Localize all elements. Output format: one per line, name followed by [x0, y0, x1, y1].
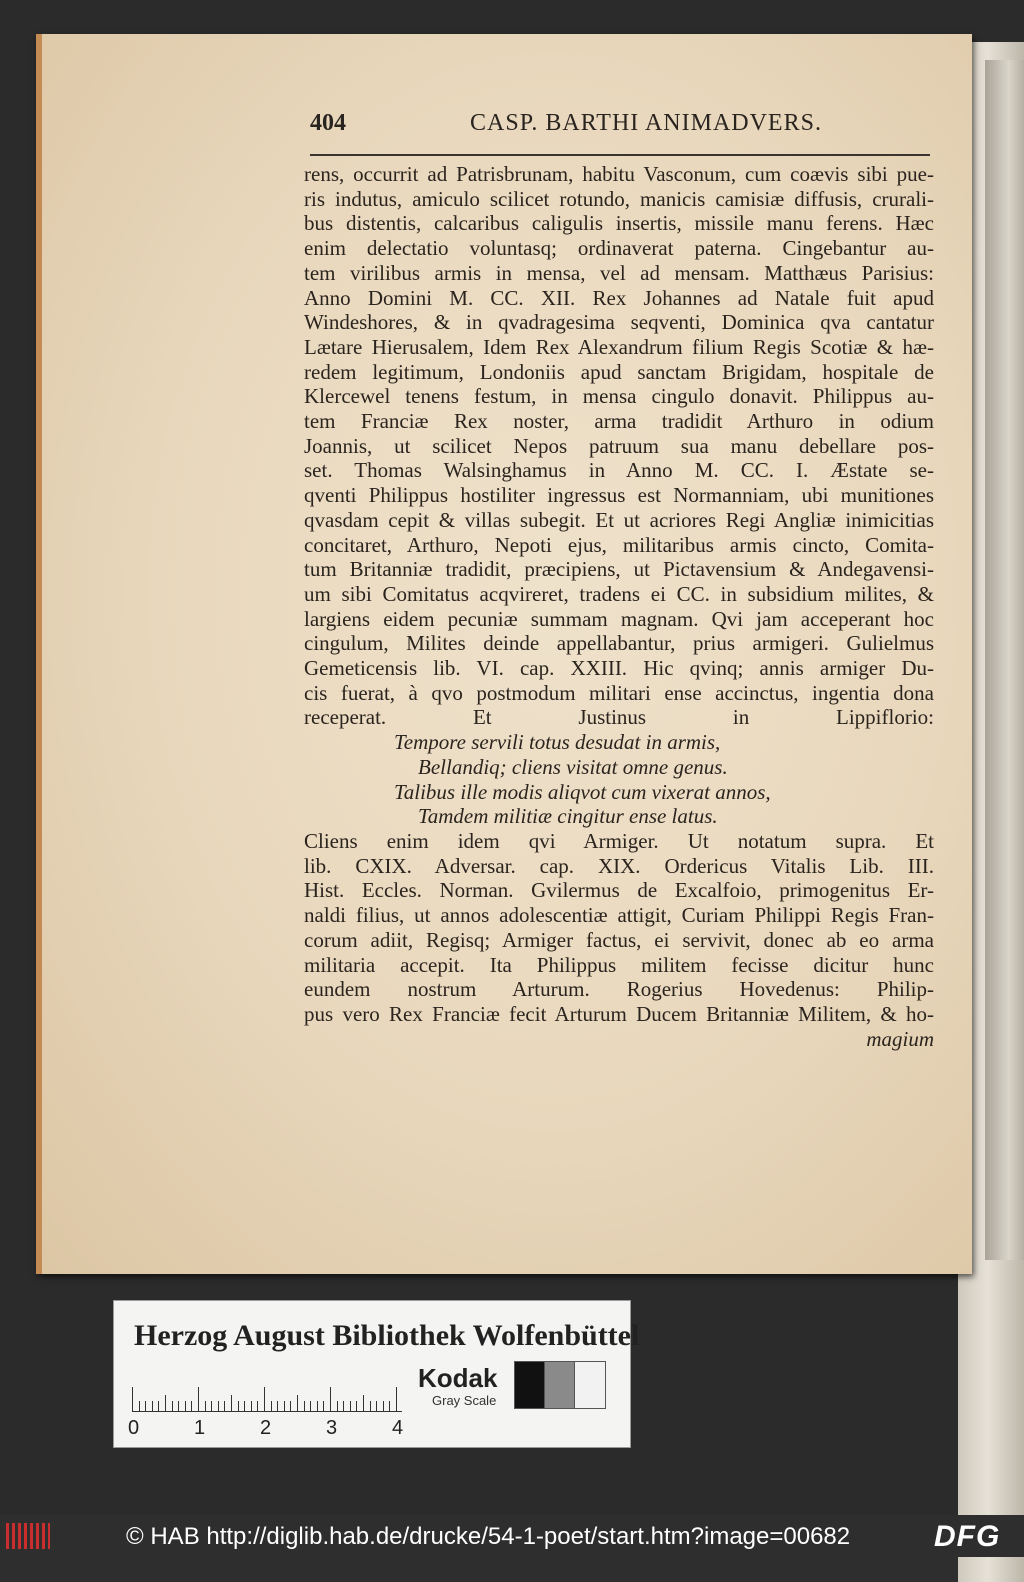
text-line: concitaret, Arthuro, Nepoti ejus, militaribus armis cincto, Comita-	[304, 532, 934, 557]
ruler-tick	[158, 1401, 159, 1411]
text-line: Klercewel tenens festum, in mensa cingulo donavit. Philippus au-	[304, 384, 934, 409]
text-line: enim delectatio voluntasq; ordinaverat paterna. Cingebantur au-	[304, 236, 934, 261]
text-line: lib. CXIX. Adversar. cap. XIX. Ordericus Vitalis Lib. III.	[304, 853, 934, 878]
ruler-tick	[238, 1401, 239, 1411]
ruler-tick	[389, 1401, 390, 1411]
ruler-tick	[178, 1401, 179, 1411]
gray-swatch	[574, 1361, 606, 1409]
text-line: corum adiit, Regisq; Armiger factus, ei servivit, donec ab eo arma	[304, 927, 934, 952]
text-line: Lætare Hierusalem, Idem Rex Alexandrum filium Regis Scotiæ & hæ-	[304, 334, 934, 359]
ruler-tick	[271, 1401, 272, 1411]
kodak-logo: Kodak	[418, 1363, 498, 1393]
ruler-number: 1	[194, 1417, 206, 1439]
ruler-number: 3	[326, 1417, 338, 1439]
body-text	[304, 162, 934, 1051]
text-line: tem Franciæ Rex noster, arma tradidit Arthuro in odium	[304, 409, 934, 434]
text-line: ris indutus, amiculo scilicet rotundo, manicis camisiæ diffusis, crurali-	[304, 186, 934, 211]
footer-bar	[0, 1515, 1024, 1557]
ruler-number: 4	[392, 1417, 404, 1439]
verse-line: Talibus ille modis aliqvot cum vixerat annos,	[394, 779, 771, 804]
ruler-tick	[363, 1395, 364, 1411]
verse-line: Tempore servili totus desudat in armis,	[394, 730, 721, 755]
running-head-title: CASP. BARTHI ANIMADVERS.	[470, 110, 822, 136]
ruler-tick	[244, 1401, 245, 1411]
ruler-tick	[396, 1387, 397, 1411]
ruler-tick	[211, 1401, 212, 1411]
ruler-tick	[310, 1401, 311, 1411]
ruler-tick	[165, 1395, 166, 1411]
gray-swatch	[514, 1361, 546, 1409]
text-line: eundem nostrum Arturum. Rogerius Hovedenus: Philip-	[304, 977, 934, 1002]
ruler-tick	[152, 1401, 153, 1411]
text-line: cingulum, Milites deinde appellabantur, prius armigeri. Gulielmus	[304, 631, 934, 656]
ruler	[132, 1383, 402, 1412]
text-line: redem legitimum, Londoniis apud sanctam Brigidam, hospitale de	[304, 359, 934, 384]
text-line: Windeshores, & in qvadragesima seqventi, Dominica qva cantatur	[304, 310, 934, 335]
ruler-tick	[257, 1401, 258, 1411]
verse-line: Tamdem militiæ cingitur ense latus.	[418, 804, 718, 829]
gray-swatch	[544, 1361, 576, 1409]
ruler-tick	[343, 1401, 344, 1411]
ruler-number: 2	[260, 1417, 272, 1439]
text-line: tem virilibus armis in mensa, vel ad mensam. Matthæus Parisius:	[304, 260, 934, 285]
copyright-link[interactable]: © HAB http://diglib.hab.de/drucke/54-1-poet/start.htm?image=00682	[126, 1523, 851, 1550]
text-line: Gemeticensis lib. VI. cap. XXIII. Hic qvinq; annis armiger Du-	[304, 656, 934, 681]
ruler-tick	[205, 1401, 206, 1411]
ruler-tick	[145, 1401, 146, 1411]
text-line: militaria accepit. Ita Philippus militem fecisse dicitur hunc	[304, 952, 934, 977]
text-line: Joannis, ut scilicet Nepos patruum sua manu debellare pos-	[304, 433, 934, 458]
text-line: um sibi Comitatus acqvireret, tradens ei CC. in subsidium milites, &	[304, 581, 934, 606]
card-title: Herzog August Bibliothek Wolfenbüttel	[134, 1319, 640, 1352]
text-line: bus distentis, calcaribus caligulis insertis, missile manu ferens. Hæc	[304, 211, 934, 236]
text-line: Hist. Eccles. Norman. Gvilermus de Excalfoio, primogenitus Er-	[304, 878, 934, 903]
barcode-icon	[6, 1523, 50, 1549]
page-number: 404	[310, 110, 346, 136]
ruler-tick	[218, 1401, 219, 1411]
ruler-tick	[304, 1401, 305, 1411]
ruler-tick	[317, 1401, 318, 1411]
ruler-tick	[277, 1401, 278, 1411]
text-line: cis fuerat, à qvo postmodum militari ense accinctus, ingentia dona	[304, 680, 934, 705]
ruler-tick	[330, 1387, 331, 1411]
verse-line: Bellandiq; cliens visitat omne genus.	[418, 754, 728, 779]
catchword: magium	[866, 1026, 934, 1051]
ruler-tick	[290, 1401, 291, 1411]
ruler-tick	[264, 1387, 265, 1411]
text-line: set. Thomas Walsinghamus in Anno M. CC. I. Æstate se-	[304, 458, 934, 483]
text-line: qventi Philippus hostiliter ingressus est Normanniam, ubi munitiones	[304, 483, 934, 508]
ruler-tick	[185, 1401, 186, 1411]
dfg-logo: DFG	[934, 1520, 1001, 1553]
ruler-tick	[284, 1401, 285, 1411]
ruler-tick	[224, 1401, 225, 1411]
ruler-tick	[297, 1395, 298, 1411]
text-line: tum Britanniæ tradidit, præcipiens, ut Pictavensium & Andegavensi-	[304, 557, 934, 582]
ruler-tick	[132, 1387, 133, 1411]
ruler-tick	[139, 1401, 140, 1411]
text-line: Anno Domini M. CC. XII. Rex Johannes ad Natale fuit apud	[304, 285, 934, 310]
ruler-tick	[198, 1387, 199, 1411]
text-line: pus vero Rex Franciæ fecit Arturum Ducem Britanniæ Militem, & ho-	[304, 1001, 934, 1026]
ruler-tick	[376, 1401, 377, 1411]
head-rule	[310, 154, 930, 156]
running-head	[310, 110, 930, 144]
text-line: Cliens enim idem qvi Armiger. Ut notatum supra. Et	[304, 828, 934, 853]
color-checker-card	[113, 1300, 640, 1448]
text-line: receperat. Et Justinus in Lippiflorio:	[304, 705, 934, 730]
gray-scale-label: Gray Scale	[432, 1393, 497, 1408]
ruler-tick	[370, 1401, 371, 1411]
ruler-tick	[383, 1401, 384, 1411]
text-line: largiens eidem pecuniæ summam magnam. Qvi jam acceperant hoc	[304, 606, 934, 631]
ruler-number: 0	[128, 1417, 140, 1439]
book-edge-inner	[985, 60, 1024, 1260]
book-page	[36, 34, 972, 1274]
ruler-tick	[191, 1401, 192, 1411]
ruler-tick	[350, 1401, 351, 1411]
text-line: naldi filius, ut annos adolescentiæ attigit, Curiam Philippi Regis Fran-	[304, 903, 934, 928]
ruler-tick	[356, 1401, 357, 1411]
text-line: rens, occurrit ad Patrisbrunam, habitu Vasconum, cum coævis sibi pue-	[304, 162, 934, 186]
verse-block	[304, 730, 934, 829]
ruler-tick	[323, 1401, 324, 1411]
ruler-tick	[251, 1401, 252, 1411]
ruler-tick	[231, 1395, 232, 1411]
text-line: qvasdam cepit & villas subegit. Et ut acriores Regi Angliæ inimicitias	[304, 507, 934, 532]
ruler-tick	[337, 1401, 338, 1411]
ruler-tick	[172, 1401, 173, 1411]
